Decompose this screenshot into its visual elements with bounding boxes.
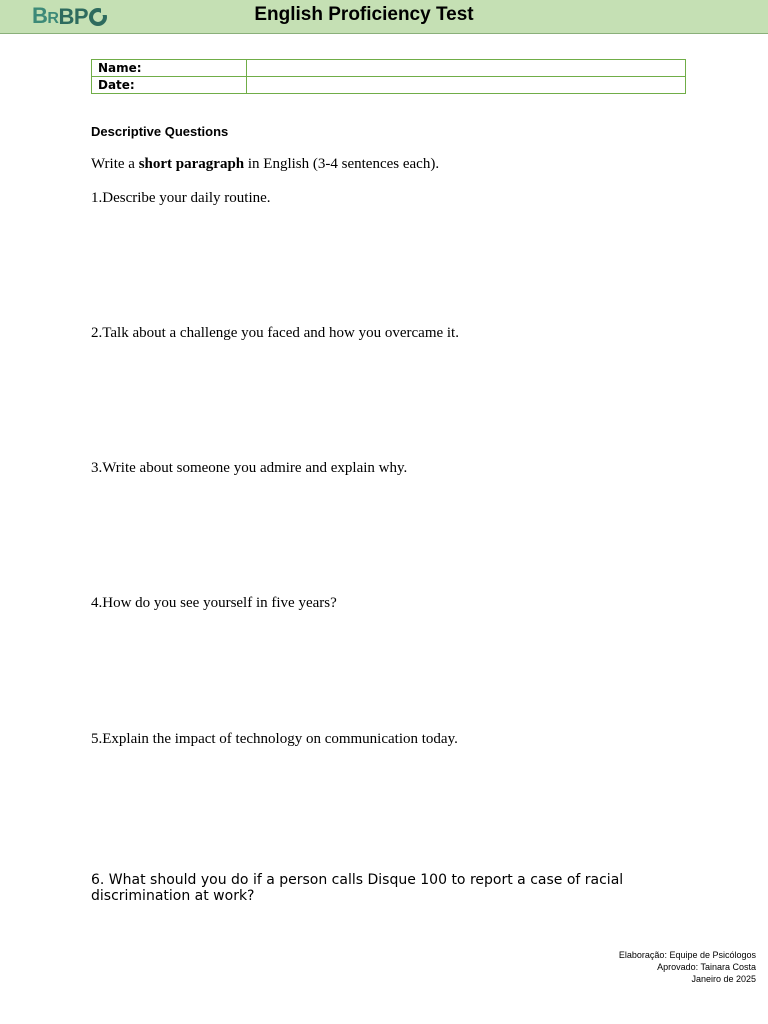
- logo-br: BR: [32, 2, 59, 28]
- header-bar: [0, 0, 768, 34]
- question-6: 6. What should you do if a person calls Disque 100 to report a case of racial discrimination at work?: [91, 872, 624, 904]
- info-table: [91, 59, 686, 94]
- name-label: Name:: [92, 60, 247, 77]
- question-1: 1.Describe your daily routine.: [91, 190, 271, 206]
- instruction-emphasis: short paragraph: [138, 156, 245, 172]
- footer-line: Aprovado: Tainara Costa: [657, 962, 756, 972]
- footer-credits: [619, 949, 756, 985]
- footer-line: Elaboração: Equipe de Psicólogos: [618, 950, 756, 960]
- question-4: 4.How do you see yourself in five years?: [91, 595, 337, 611]
- date-label: Date:: [92, 77, 247, 94]
- name-field[interactable]: [247, 60, 686, 77]
- logo-bp: BP: [58, 4, 89, 29]
- table-row: [92, 60, 686, 77]
- footer-line: Janeiro de 2025: [691, 974, 756, 984]
- question-2: 2.Talk about a challenge you faced and how you overcame it.: [91, 325, 459, 341]
- table-row: [92, 77, 686, 94]
- question-3: 3.Write about someone you admire and explain why.: [91, 460, 408, 476]
- section-title: Descriptive Questions: [91, 124, 229, 139]
- question-5: 5.Explain the impact of technology on communication today.: [91, 731, 458, 747]
- page-title: English Proficiency Test: [254, 4, 474, 25]
- instruction-text: Write a short paragraph in English (3-4 sentences each).: [91, 156, 440, 172]
- date-field[interactable]: [247, 77, 686, 94]
